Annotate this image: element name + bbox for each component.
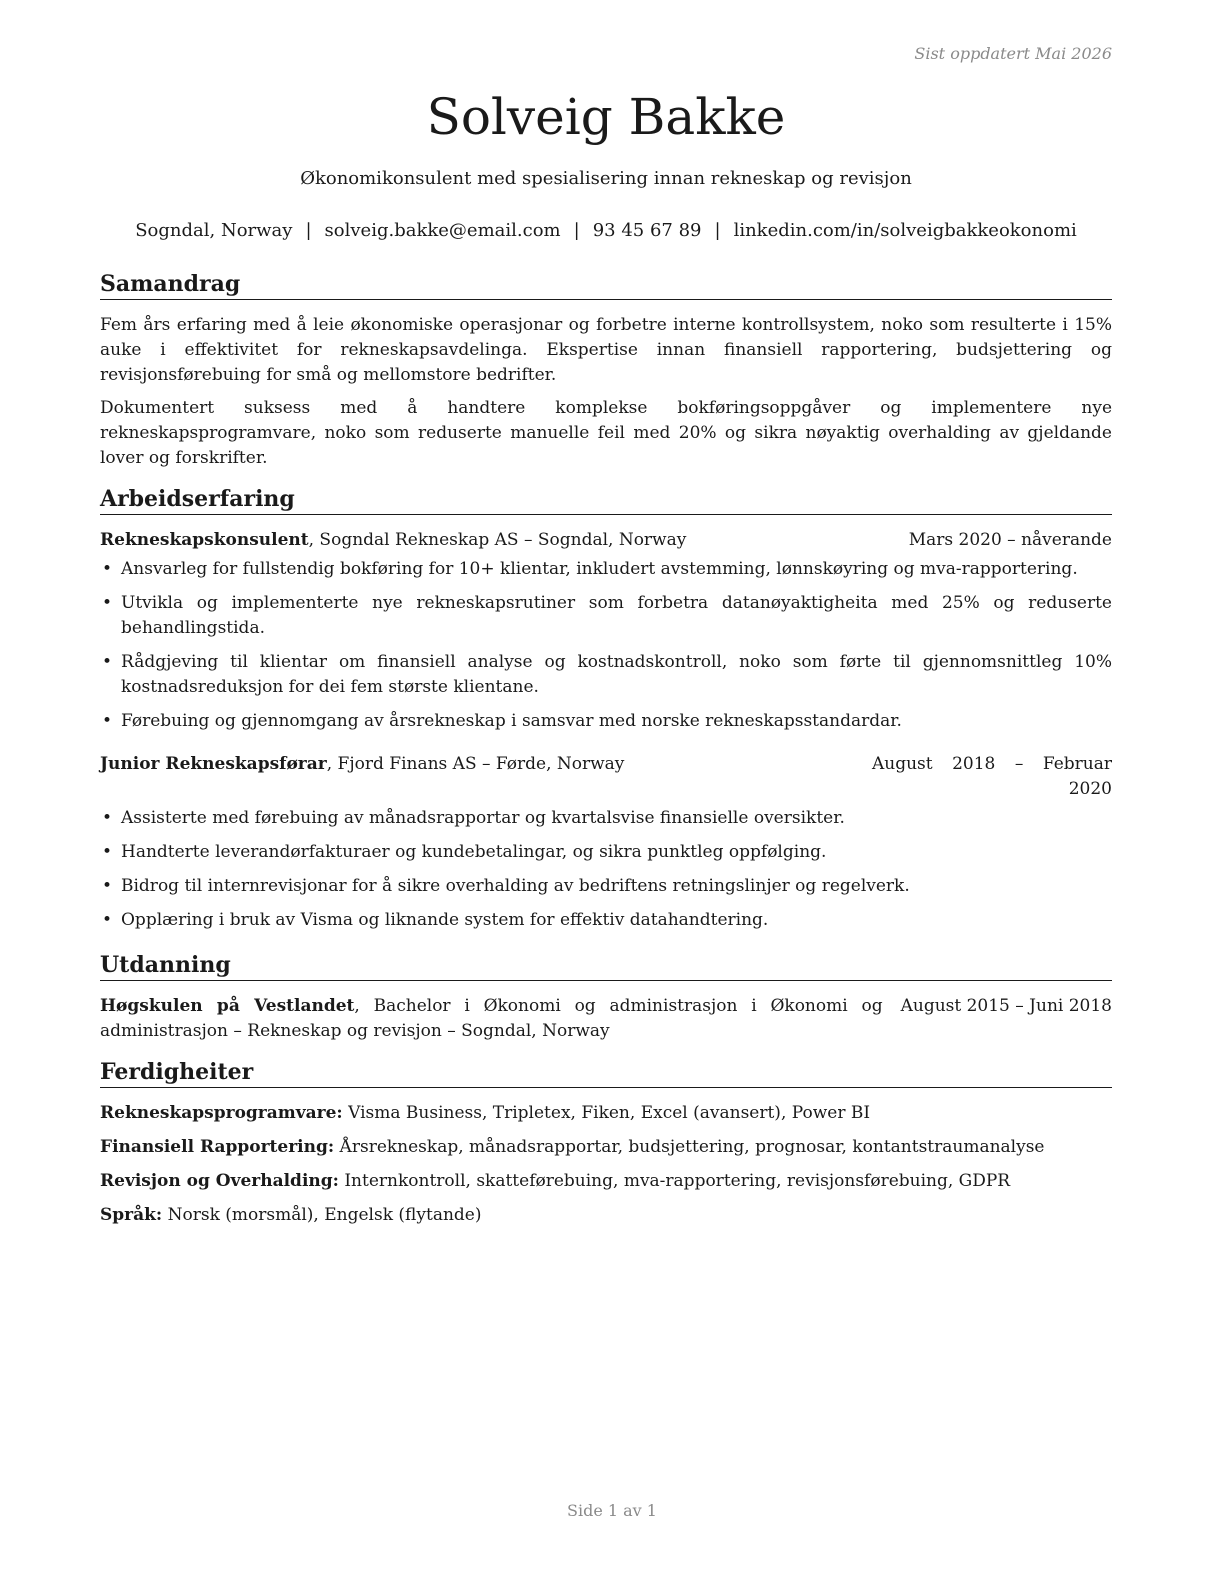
summary-paragraph: Fem års erfaring med å leie økonomiske operasjonar og forbetre interne kontrollsystem, noko som resulterte i 15% auke i effektivitet for rekneskapsavdelinga. Ekspertise innan finansiell rapportering, budsjettering og revisjonsførebuing for små og mellomstore bedrifter. <box>100 315 1112 385</box>
job-role: Rekneskapskonsulent <box>100 530 309 550</box>
skill-row <box>100 1135 1112 1160</box>
list-item: • Førebuing og gjennomgang av årsrekneskap i samsvar med norske rekneskapsstandardar. <box>100 709 1112 734</box>
contact-separator: | <box>714 220 721 241</box>
education-school: Høgskulen på Vestlandet <box>100 996 355 1016</box>
contact-line <box>80 219 1132 243</box>
job-role: Junior Rekneskapsførar <box>100 754 327 774</box>
summary-paragraph: Dokumentert suksess med å handtere komplekse bokføringsoppgåver og implementere nye rekneskapsprogramvare, noko som reduserte manuelle feil med 20% og sikra nøyaktig overhalding av gjeldande lover og forskrifter. <box>100 398 1112 468</box>
list-item: • Ansvarleg for fullstendig bokføring for 10+ klientar, inkludert avstemming, lønnskøyring og mva-rapportering. <box>100 557 1112 582</box>
job-bullets <box>100 557 1112 734</box>
resume-content <box>100 270 1112 1242</box>
job-entry <box>100 528 1112 734</box>
contact-separator: | <box>305 220 312 241</box>
section-title-experience: Arbeidserfaring <box>100 485 1112 515</box>
contact-phone: 93 45 67 89 <box>592 220 702 241</box>
education-section <box>100 951 1112 1044</box>
contact-location: Sogndal, Norway <box>135 220 293 241</box>
skill-value: Internkontroll, skatteførebuing, mva-rapportering, revisjonsførebuing, GDPR <box>338 1171 1011 1191</box>
job-header <box>100 528 1112 553</box>
list-item: • Rådgjeving til klientar om finansiell analyse og kostnadskontroll, noko som førte til gjennomsnittleg 10% kostnadsreduksjon for dei fem største klientane. <box>100 650 1112 700</box>
job-entry <box>100 752 1112 933</box>
skill-row <box>100 1203 1112 1228</box>
job-bullets <box>100 806 1112 933</box>
candidate-name: Solveig Bakke <box>426 88 786 146</box>
job-details: , Sogndal Rekneskap AS – Sogndal, Norway <box>308 530 687 550</box>
education-details: , Bachelor i Økonomi og administrasjon i Økonomi og administrasjon – Rekneskap og revisjon – Sogndal, Norway <box>100 996 883 1041</box>
skill-label: Rekneskapsprogramvare: <box>100 1103 343 1123</box>
section-title-education: Utdanning <box>100 951 1112 981</box>
list-item: • Handterte leverandørfakturaer og kundebetalingar, og sikra punktleg oppfølging. <box>100 840 1112 865</box>
list-item: • Opplæring i bruk av Visma og liknande system for effektiv datahandtering. <box>100 908 1112 933</box>
contact-email-link[interactable]: solveig.bakke@email.com <box>324 220 561 241</box>
skill-row <box>100 1101 1112 1126</box>
list-item: • Assisterte med førebuing av månadsrapportar og kvartalsvise finansielle oversikter. <box>100 806 1112 831</box>
skill-row <box>100 1169 1112 1194</box>
skill-value: Årsrekneskap, månadsrapportar, budsjettering, prognosar, kontantstraumanalyse <box>334 1137 1045 1157</box>
resume-page <box>100 0 1112 1584</box>
education-dates: August 2015 – Juni 2018 <box>900 996 1112 1016</box>
education-entry <box>100 994 1112 1044</box>
job-dates: Mars 2020 – nåverande <box>908 530 1112 550</box>
tagline: Økonomikonsulent med spesialisering innan rekneskap og revisjon <box>300 168 912 189</box>
list-item: • Bidrog til internrevisjonar for å sikre overhalding av bedriftens retningslinjer og regelverk. <box>100 874 1112 899</box>
page-number: Side 1 av 1 <box>567 1501 657 1520</box>
section-title-skills: Ferdigheiter <box>100 1058 1112 1088</box>
contact-linkedin-link[interactable]: linkedin.com/in/solveigbakkeokonomi <box>733 220 1077 241</box>
job-dates: August 2018 – Februar 2020 <box>872 754 1112 799</box>
skill-value: Visma Business, Tripletex, Fiken, Excel (avansert), Power BI <box>342 1103 871 1123</box>
summary-section <box>100 270 1112 471</box>
skills-section <box>100 1058 1112 1228</box>
skill-label: Finansiell Rapportering: <box>100 1137 335 1157</box>
skill-value: Norsk (morsmål), Engelsk (flytande) <box>162 1205 482 1225</box>
last-updated: Sist oppdatert Mai 2026 <box>914 44 1112 63</box>
contact-separator: | <box>573 220 580 241</box>
job-details: , Fjord Finans AS – Førde, Norway <box>326 754 625 774</box>
experience-section <box>100 485 1112 933</box>
job-header <box>100 752 1112 802</box>
skill-label: Revisjon og Overhalding: <box>100 1171 339 1191</box>
list-item: • Utvikla og implementerte nye rekneskapsrutiner som forbetra datanøyaktigheita med 25% og reduserte behandlingstida. <box>100 591 1112 641</box>
section-title-summary: Samandrag <box>100 270 1112 300</box>
skill-label: Språk: <box>100 1205 163 1225</box>
